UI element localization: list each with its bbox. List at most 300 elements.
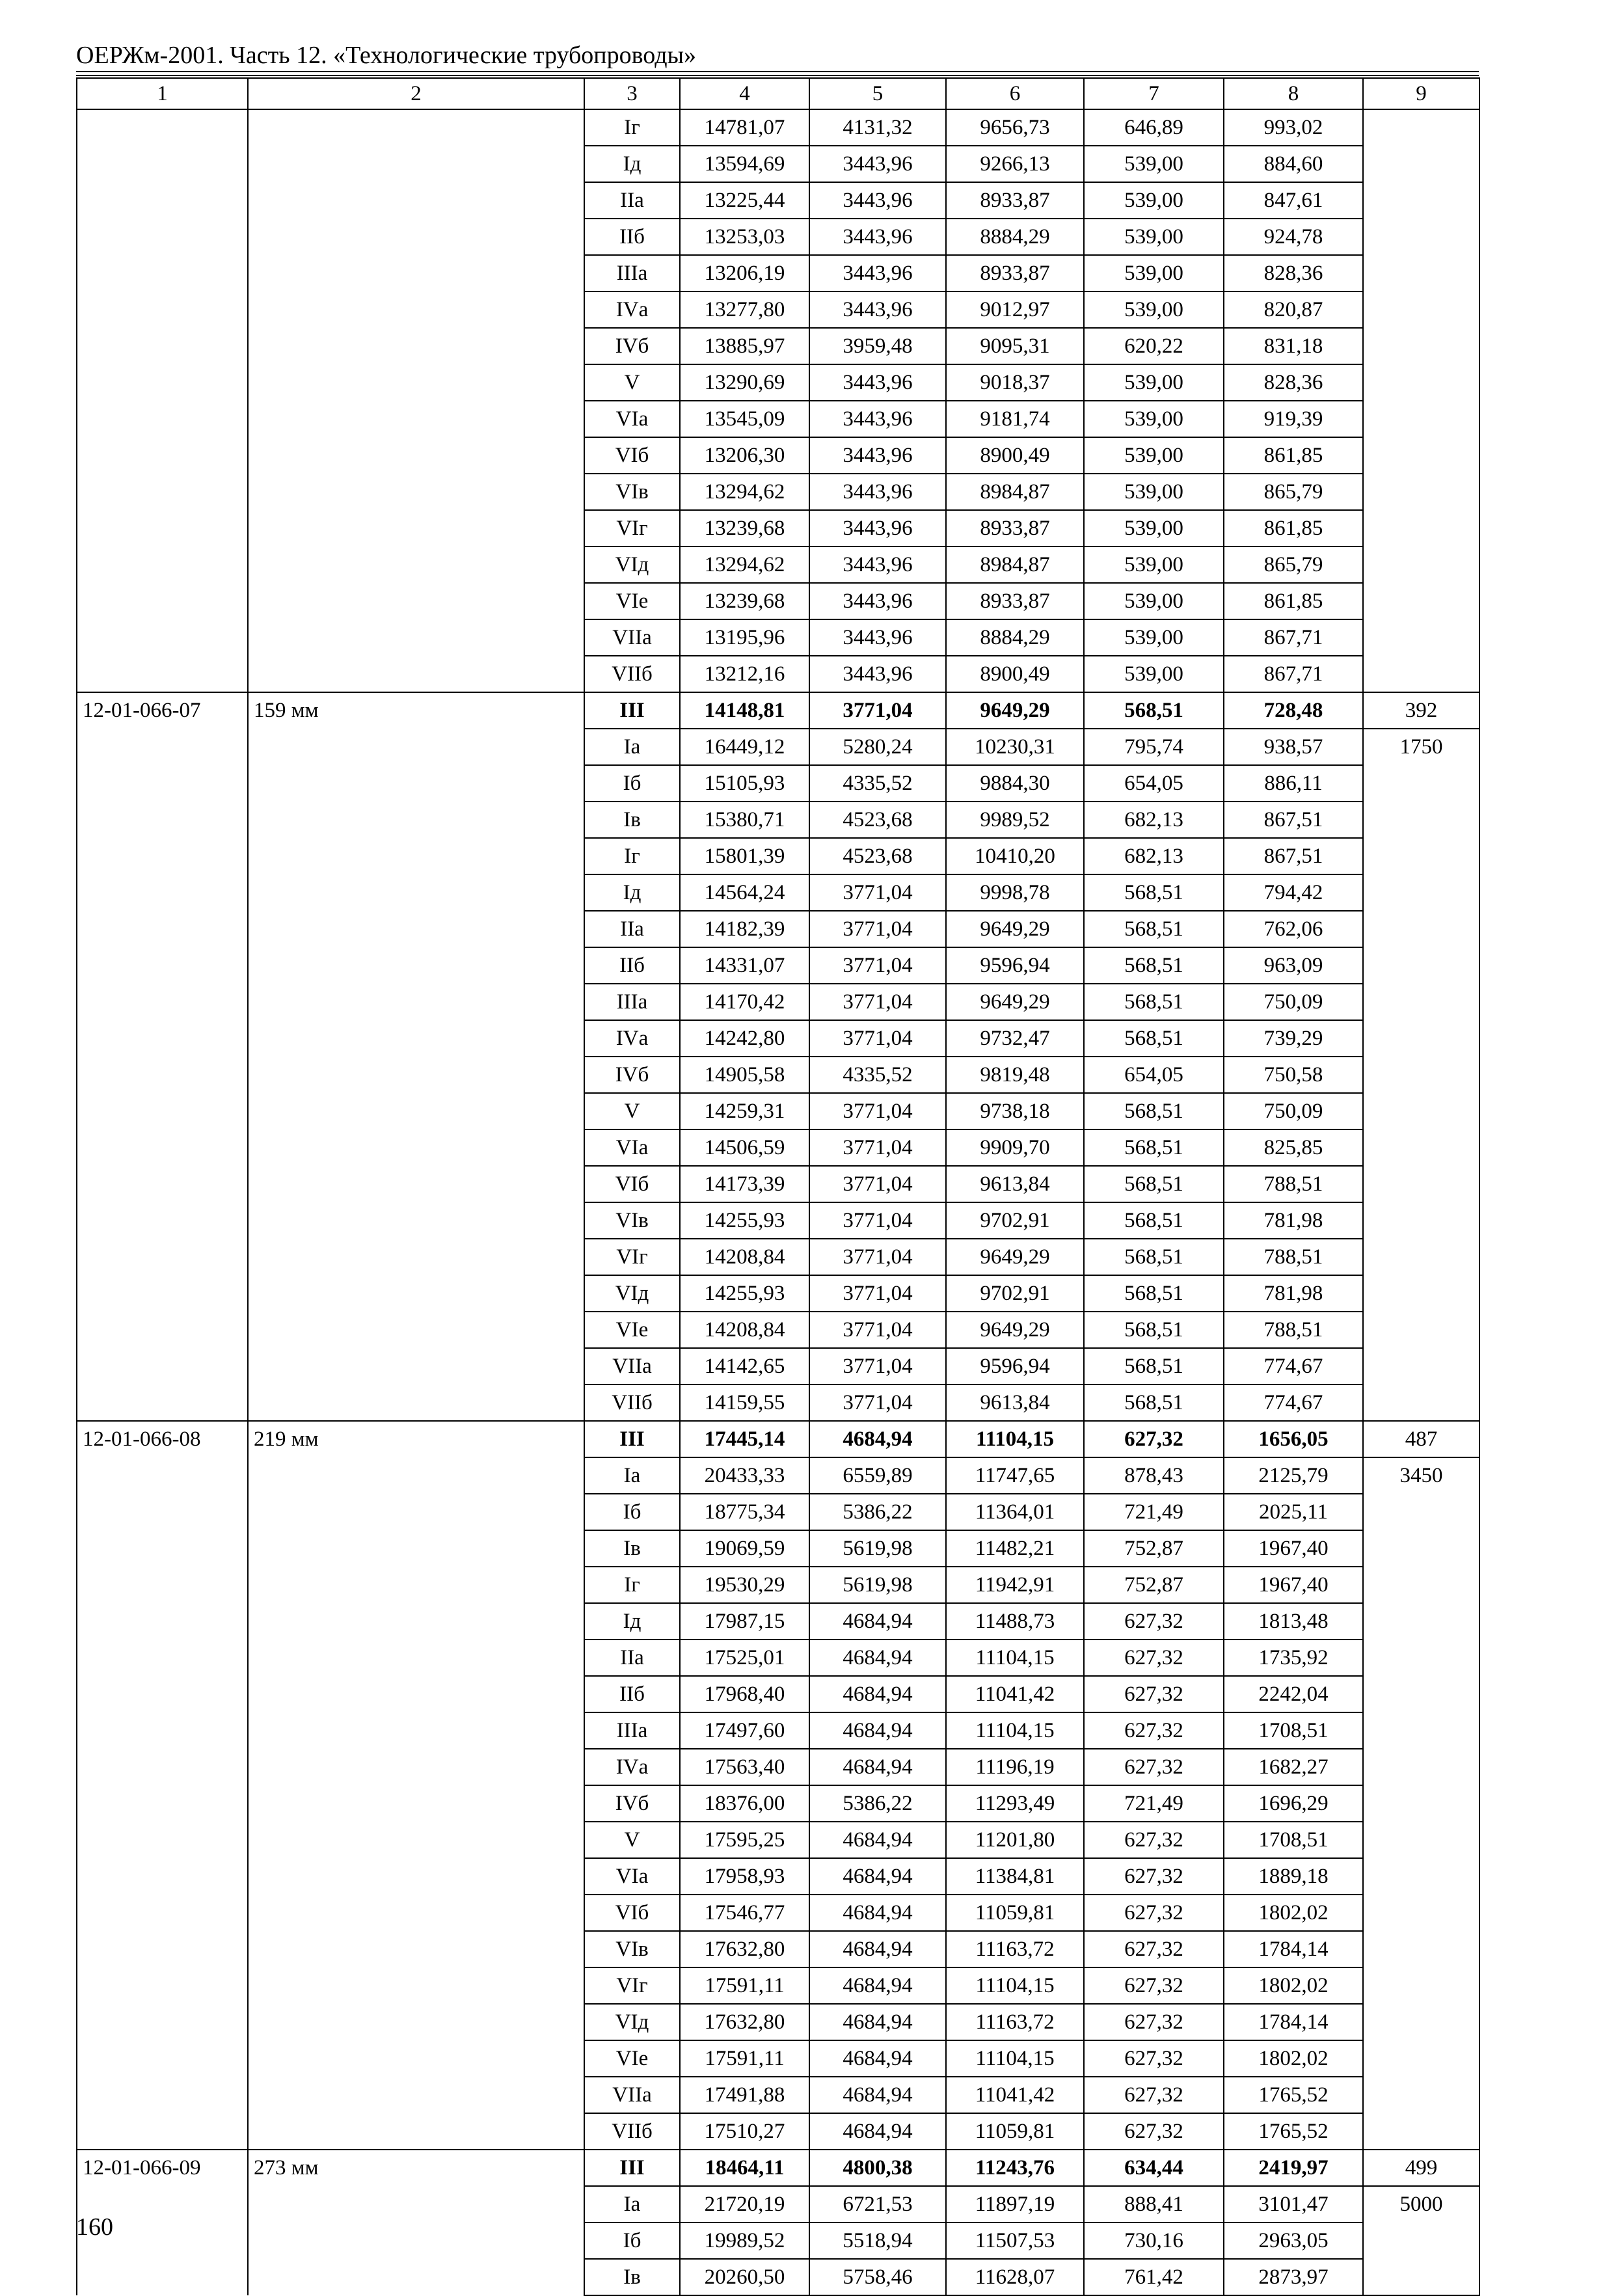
materials-cell: 1765,52 (1224, 2077, 1363, 2113)
category-cell: VIг (584, 510, 680, 547)
machines-cell: 9702,91 (946, 1275, 1084, 1312)
total-cost-cell: 17968,40 (680, 1676, 809, 1712)
total-cost-cell: 13253,03 (680, 219, 809, 255)
machinist-wages-cell: 539,00 (1084, 401, 1224, 437)
machinist-wages-cell: 568,51 (1084, 1275, 1224, 1312)
materials-cell: 3101,47 (1224, 2186, 1363, 2222)
wages-cell: 3771,04 (809, 1020, 946, 1057)
materials-cell: 781,98 (1224, 1202, 1363, 1239)
machines-cell: 9649,29 (946, 984, 1084, 1020)
materials-cell: 1784,14 (1224, 2004, 1363, 2040)
table-row (77, 2150, 1479, 2186)
materials-cell: 774,67 (1224, 1384, 1363, 1421)
wages-cell: 3771,04 (809, 1348, 946, 1384)
wages-cell: 3443,96 (809, 510, 946, 547)
machines-cell: 11104,15 (946, 1712, 1084, 1749)
materials-cell: 788,51 (1224, 1239, 1363, 1275)
machinist-wages-cell: 646,89 (1084, 109, 1224, 146)
machinist-wages-cell: 539,00 (1084, 619, 1224, 656)
total-cost-cell: 14173,39 (680, 1166, 809, 1202)
diameter-cell: 219 мм (248, 1421, 584, 2150)
wages-cell: 6559,89 (809, 1457, 946, 1494)
total-cost-cell: 17632,80 (680, 2004, 809, 2040)
column-number: 3 (584, 78, 680, 109)
category-cell: V (584, 1822, 680, 1858)
wages-cell: 3443,96 (809, 146, 946, 182)
category-cell: Iд (584, 146, 680, 182)
wages-cell: 5280,24 (809, 729, 946, 765)
machines-cell: 8984,87 (946, 547, 1084, 583)
machinist-wages-cell: 627,32 (1084, 1640, 1224, 1676)
total-cost-cell: 14148,81 (680, 692, 809, 729)
wages-cell: 4523,68 (809, 802, 946, 838)
total-cost-cell: 13212,16 (680, 656, 809, 692)
machinist-wages-cell: 627,32 (1084, 1931, 1224, 1967)
machinist-wages-cell: 627,32 (1084, 1712, 1224, 1749)
total-cost-cell: 13239,68 (680, 583, 809, 619)
machines-cell: 11163,72 (946, 1931, 1084, 1967)
wages-cell: 6721,53 (809, 2186, 946, 2222)
total-cost-cell: 13290,69 (680, 364, 809, 401)
materials-cell: 2873,97 (1224, 2259, 1363, 2295)
machinist-wages-cell: 568,51 (1084, 1312, 1224, 1348)
category-cell: Iб (584, 1494, 680, 1530)
wages-cell: 4684,94 (809, 1421, 946, 1457)
materials-cell: 1656,05 (1224, 1421, 1363, 1457)
machines-cell: 9649,29 (946, 692, 1084, 729)
total-cost-cell: 19989,52 (680, 2222, 809, 2259)
category-cell: IIа (584, 1640, 680, 1676)
category-cell: VIIа (584, 619, 680, 656)
category-cell: Iд (584, 874, 680, 911)
machinist-wages-cell: 627,32 (1084, 2077, 1224, 2113)
total-cost-cell: 14506,59 (680, 1129, 809, 1166)
wages-cell: 3771,04 (809, 1312, 946, 1348)
category-cell: Iг (584, 1567, 680, 1603)
wages-cell: 4684,94 (809, 2113, 946, 2150)
materials-cell: 861,85 (1224, 437, 1363, 474)
wages-cell: 3443,96 (809, 656, 946, 692)
machines-cell: 11488,73 (946, 1603, 1084, 1640)
materials-cell: 867,51 (1224, 802, 1363, 838)
machinist-wages-cell: 568,51 (1084, 1020, 1224, 1057)
machines-cell: 8900,49 (946, 437, 1084, 474)
machinist-wages-cell: 568,51 (1084, 692, 1224, 729)
category-cell: Iв (584, 1530, 680, 1567)
wages-cell: 3443,96 (809, 583, 946, 619)
machinist-wages-cell: 752,87 (1084, 1567, 1224, 1603)
category-cell: Iв (584, 802, 680, 838)
wages-cell: 3771,04 (809, 1275, 946, 1312)
materials-cell: 867,71 (1224, 656, 1363, 692)
machines-cell: 8984,87 (946, 474, 1084, 510)
category-cell: VIе (584, 583, 680, 619)
machines-cell: 8933,87 (946, 510, 1084, 547)
total-cost-cell: 13239,68 (680, 510, 809, 547)
materials-cell: 1696,29 (1224, 1785, 1363, 1822)
category-cell: Iв (584, 2259, 680, 2295)
materials-cell: 861,85 (1224, 583, 1363, 619)
wages-cell: 3771,04 (809, 874, 946, 911)
materials-cell: 938,57 (1224, 729, 1363, 765)
total-cost-cell: 17546,77 (680, 1895, 809, 1931)
machinist-wages-cell: 539,00 (1084, 219, 1224, 255)
wages-cell: 3959,48 (809, 328, 946, 364)
diameter-cell: 273 мм (248, 2150, 584, 2295)
total-cost-cell: 13225,44 (680, 182, 809, 219)
table-row (77, 692, 1479, 729)
materials-cell: 781,98 (1224, 1275, 1363, 1312)
category-cell: VIд (584, 547, 680, 583)
machinist-wages-cell: 568,51 (1084, 1384, 1224, 1421)
materials-cell: 774,67 (1224, 1348, 1363, 1384)
materials-cell: 847,61 (1224, 182, 1363, 219)
category-cell: IIIа (584, 1712, 680, 1749)
materials-cell: 2419,97 (1224, 2150, 1363, 2186)
category-cell: IIб (584, 947, 680, 984)
col9-cell: 3450 (1363, 1457, 1479, 2150)
wages-cell: 4684,94 (809, 1749, 946, 1785)
wages-cell: 3771,04 (809, 911, 946, 947)
column-number: 8 (1224, 78, 1363, 109)
wages-cell: 4684,94 (809, 1712, 946, 1749)
machines-cell: 11942,91 (946, 1567, 1084, 1603)
total-cost-cell: 14208,84 (680, 1239, 809, 1275)
wages-cell: 4684,94 (809, 2040, 946, 2077)
machines-cell: 11897,19 (946, 2186, 1084, 2222)
total-cost-cell: 14159,55 (680, 1384, 809, 1421)
total-cost-cell: 17497,60 (680, 1712, 809, 1749)
total-cost-cell: 15105,93 (680, 765, 809, 802)
materials-cell: 1802,02 (1224, 2040, 1363, 2077)
machinist-wages-cell: 568,51 (1084, 984, 1224, 1020)
wages-cell: 3443,96 (809, 619, 946, 656)
materials-cell: 828,36 (1224, 255, 1363, 291)
wages-cell: 4684,94 (809, 1931, 946, 1967)
total-cost-cell: 21720,19 (680, 2186, 809, 2222)
machinist-wages-cell: 634,44 (1084, 2150, 1224, 2186)
total-cost-cell: 19530,29 (680, 1567, 809, 1603)
total-cost-cell: 17958,93 (680, 1858, 809, 1895)
total-cost-cell: 17987,15 (680, 1603, 809, 1640)
materials-cell: 993,02 (1224, 109, 1363, 146)
wages-cell: 3443,96 (809, 255, 946, 291)
col9-cell: 5000 (1363, 2186, 1479, 2295)
machines-cell: 11104,15 (946, 1640, 1084, 1676)
machines-cell: 11364,01 (946, 1494, 1084, 1530)
total-cost-cell: 14142,65 (680, 1348, 809, 1384)
machines-cell: 8884,29 (946, 619, 1084, 656)
machinist-wages-cell: 627,32 (1084, 1858, 1224, 1895)
wages-cell: 4684,94 (809, 1676, 946, 1712)
machinist-wages-cell: 682,13 (1084, 802, 1224, 838)
machines-cell: 8933,87 (946, 583, 1084, 619)
machines-cell: 11384,81 (946, 1858, 1084, 1895)
machines-cell: 9649,29 (946, 1312, 1084, 1348)
materials-cell: 2125,79 (1224, 1457, 1363, 1494)
total-cost-cell: 18376,00 (680, 1785, 809, 1822)
materials-cell: 1802,02 (1224, 1895, 1363, 1931)
materials-cell: 886,11 (1224, 765, 1363, 802)
machinist-wages-cell: 539,00 (1084, 182, 1224, 219)
machines-cell: 11482,21 (946, 1530, 1084, 1567)
wages-cell: 4684,94 (809, 2004, 946, 2040)
machines-cell: 11747,65 (946, 1457, 1084, 1494)
machinist-wages-cell: 568,51 (1084, 1348, 1224, 1384)
category-cell: VIд (584, 2004, 680, 2040)
machinist-wages-cell: 627,32 (1084, 2040, 1224, 2077)
wages-cell: 4684,94 (809, 1858, 946, 1895)
machinist-wages-cell: 539,00 (1084, 255, 1224, 291)
machines-cell: 11196,19 (946, 1749, 1084, 1785)
machines-cell: 10410,20 (946, 838, 1084, 874)
rate-code-cell: 12-01-066-09 (77, 2150, 248, 2295)
total-cost-cell: 17591,11 (680, 2040, 809, 2077)
total-cost-cell: 14331,07 (680, 947, 809, 984)
machines-cell: 9732,47 (946, 1020, 1084, 1057)
category-cell: VIв (584, 1931, 680, 1967)
col9-cell: 487 (1363, 1421, 1479, 1457)
category-cell: IVб (584, 1785, 680, 1822)
materials-cell: 750,58 (1224, 1057, 1363, 1093)
machinist-wages-cell: 627,32 (1084, 1895, 1224, 1931)
machines-cell: 11163,72 (946, 2004, 1084, 2040)
wages-cell: 3771,04 (809, 1129, 946, 1166)
column-number: 7 (1084, 78, 1224, 109)
machines-cell: 9012,97 (946, 291, 1084, 328)
total-cost-cell: 15380,71 (680, 802, 809, 838)
machinist-wages-cell: 620,22 (1084, 328, 1224, 364)
materials-cell: 884,60 (1224, 146, 1363, 182)
wages-cell: 4684,94 (809, 1822, 946, 1858)
machines-cell: 9738,18 (946, 1093, 1084, 1129)
rates-table (76, 77, 1480, 2296)
page-number: 160 (76, 2213, 113, 2241)
machinist-wages-cell: 878,43 (1084, 1457, 1224, 1494)
machines-cell: 9702,91 (946, 1202, 1084, 1239)
total-cost-cell: 17445,14 (680, 1421, 809, 1457)
machinist-wages-cell: 568,51 (1084, 1129, 1224, 1166)
wages-cell: 4684,94 (809, 1895, 946, 1931)
machinist-wages-cell: 761,42 (1084, 2259, 1224, 2295)
machines-cell: 9095,31 (946, 328, 1084, 364)
materials-cell: 1708,51 (1224, 1712, 1363, 1749)
wages-cell: 3443,96 (809, 547, 946, 583)
materials-cell: 2025,11 (1224, 1494, 1363, 1530)
header-rule-top (76, 71, 1479, 72)
machines-cell: 11507,53 (946, 2222, 1084, 2259)
machinist-wages-cell: 539,00 (1084, 510, 1224, 547)
category-cell: Iг (584, 838, 680, 874)
category-cell: VIIа (584, 2077, 680, 2113)
machines-cell: 11243,76 (946, 2150, 1084, 2186)
machines-cell: 11059,81 (946, 2113, 1084, 2150)
total-cost-cell: 13206,19 (680, 255, 809, 291)
category-cell: IIб (584, 1676, 680, 1712)
category-cell: IIб (584, 219, 680, 255)
machines-cell: 11201,80 (946, 1822, 1084, 1858)
category-cell: IIIа (584, 984, 680, 1020)
machines-cell: 11628,07 (946, 2259, 1084, 2295)
machinist-wages-cell: 539,00 (1084, 547, 1224, 583)
rate-code-cell (77, 109, 248, 692)
wages-cell: 4684,94 (809, 2077, 946, 2113)
wages-cell: 4335,52 (809, 1057, 946, 1093)
machines-cell: 9656,73 (946, 109, 1084, 146)
machines-cell: 11041,42 (946, 1676, 1084, 1712)
materials-cell: 739,29 (1224, 1020, 1363, 1057)
machinist-wages-cell: 888,41 (1084, 2186, 1224, 2222)
machines-cell: 9649,29 (946, 1239, 1084, 1275)
wages-cell: 3771,04 (809, 984, 946, 1020)
machinist-wages-cell: 568,51 (1084, 1239, 1224, 1275)
category-cell: VIе (584, 2040, 680, 2077)
total-cost-cell: 13885,97 (680, 328, 809, 364)
wages-cell: 3443,96 (809, 401, 946, 437)
machinist-wages-cell: 568,51 (1084, 947, 1224, 984)
materials-cell: 865,79 (1224, 547, 1363, 583)
category-cell: VIIа (584, 1348, 680, 1384)
machinist-wages-cell: 539,00 (1084, 583, 1224, 619)
wages-cell: 3443,96 (809, 182, 946, 219)
materials-cell: 867,51 (1224, 838, 1363, 874)
total-cost-cell: 18464,11 (680, 2150, 809, 2186)
machinist-wages-cell: 627,32 (1084, 1822, 1224, 1858)
materials-cell: 867,71 (1224, 619, 1363, 656)
materials-cell: 828,36 (1224, 364, 1363, 401)
total-cost-cell: 13594,69 (680, 146, 809, 182)
category-cell: VIIб (584, 656, 680, 692)
col9-cell (1363, 109, 1479, 692)
category-cell: IVа (584, 291, 680, 328)
machines-cell: 11104,15 (946, 2040, 1084, 2077)
wages-cell: 4335,52 (809, 765, 946, 802)
materials-cell: 750,09 (1224, 1093, 1363, 1129)
category-cell: IIа (584, 911, 680, 947)
machinist-wages-cell: 539,00 (1084, 437, 1224, 474)
machinist-wages-cell: 568,51 (1084, 1166, 1224, 1202)
machines-cell: 11293,49 (946, 1785, 1084, 1822)
total-cost-cell: 20260,50 (680, 2259, 809, 2295)
wages-cell: 5758,46 (809, 2259, 946, 2295)
wages-cell: 5518,94 (809, 2222, 946, 2259)
materials-cell: 750,09 (1224, 984, 1363, 1020)
wages-cell: 4800,38 (809, 2150, 946, 2186)
col9-cell: 392 (1363, 692, 1479, 729)
machines-cell: 11104,15 (946, 1421, 1084, 1457)
total-cost-cell: 14905,58 (680, 1057, 809, 1093)
category-cell: Iд (584, 1603, 680, 1640)
category-cell: VIа (584, 1858, 680, 1895)
wages-cell: 3771,04 (809, 1202, 946, 1239)
rate-code-cell: 12-01-066-07 (77, 692, 248, 1421)
col9-cell: 1750 (1363, 729, 1479, 1421)
total-cost-cell: 13294,62 (680, 547, 809, 583)
wages-cell: 3443,96 (809, 364, 946, 401)
column-number-row (77, 78, 1479, 109)
category-cell: VIг (584, 1239, 680, 1275)
category-cell: Iа (584, 729, 680, 765)
total-cost-cell: 14259,31 (680, 1093, 809, 1129)
page-header-title: ОЕРЖм-2001. Часть 12. «Технологические трубопроводы» (76, 42, 697, 69)
category-cell: VIе (584, 1312, 680, 1348)
total-cost-cell: 18775,34 (680, 1494, 809, 1530)
category-cell: VIв (584, 1202, 680, 1239)
machines-cell: 11059,81 (946, 1895, 1084, 1931)
materials-cell: 1889,18 (1224, 1858, 1363, 1895)
category-cell: III (584, 692, 680, 729)
machinist-wages-cell: 730,16 (1084, 2222, 1224, 2259)
machines-cell: 8933,87 (946, 255, 1084, 291)
materials-cell: 794,42 (1224, 874, 1363, 911)
machines-cell: 9596,94 (946, 1348, 1084, 1384)
machines-cell: 9018,37 (946, 364, 1084, 401)
category-cell: V (584, 364, 680, 401)
category-cell: III (584, 1421, 680, 1457)
machinist-wages-cell: 627,32 (1084, 1749, 1224, 1785)
total-cost-cell: 14182,39 (680, 911, 809, 947)
total-cost-cell: 14255,93 (680, 1202, 809, 1239)
category-cell: Iб (584, 2222, 680, 2259)
category-cell: VIа (584, 1129, 680, 1166)
total-cost-cell: 17632,80 (680, 1931, 809, 1967)
wages-cell: 5619,98 (809, 1530, 946, 1567)
total-cost-cell: 15801,39 (680, 838, 809, 874)
wages-cell: 5619,98 (809, 1567, 946, 1603)
machines-cell: 9989,52 (946, 802, 1084, 838)
total-cost-cell: 14781,07 (680, 109, 809, 146)
category-cell: VIд (584, 1275, 680, 1312)
category-cell: VIа (584, 401, 680, 437)
total-cost-cell: 13195,96 (680, 619, 809, 656)
category-cell: V (584, 1093, 680, 1129)
category-cell: VIб (584, 1166, 680, 1202)
machinist-wages-cell: 721,49 (1084, 1785, 1224, 1822)
total-cost-cell: 19069,59 (680, 1530, 809, 1567)
category-cell: Iб (584, 765, 680, 802)
machines-cell: 9909,70 (946, 1129, 1084, 1166)
category-cell: IVб (584, 328, 680, 364)
total-cost-cell: 14208,84 (680, 1312, 809, 1348)
wages-cell: 3771,04 (809, 692, 946, 729)
total-cost-cell: 17595,25 (680, 1822, 809, 1858)
machinist-wages-cell: 539,00 (1084, 146, 1224, 182)
rate-code-cell: 12-01-066-08 (77, 1421, 248, 2150)
machines-cell: 9181,74 (946, 401, 1084, 437)
total-cost-cell: 13206,30 (680, 437, 809, 474)
total-cost-cell: 17525,01 (680, 1640, 809, 1676)
materials-cell: 865,79 (1224, 474, 1363, 510)
materials-cell: 788,51 (1224, 1312, 1363, 1348)
machinist-wages-cell: 539,00 (1084, 364, 1224, 401)
materials-cell: 2963,05 (1224, 2222, 1363, 2259)
machines-cell: 9613,84 (946, 1166, 1084, 1202)
wages-cell: 4684,94 (809, 1640, 946, 1676)
category-cell: VIб (584, 1895, 680, 1931)
machines-cell: 9819,48 (946, 1057, 1084, 1093)
materials-cell: 788,51 (1224, 1166, 1363, 1202)
column-number: 5 (809, 78, 946, 109)
diameter-cell: 159 мм (248, 692, 584, 1421)
category-cell: Iа (584, 2186, 680, 2222)
wages-cell: 5386,22 (809, 1785, 946, 1822)
materials-cell: 1735,92 (1224, 1640, 1363, 1676)
machinist-wages-cell: 627,32 (1084, 2113, 1224, 2150)
materials-cell: 1765,52 (1224, 2113, 1363, 2150)
header-rule-bottom (76, 75, 1479, 76)
category-cell: VIIб (584, 2113, 680, 2150)
wages-cell: 3443,96 (809, 219, 946, 255)
